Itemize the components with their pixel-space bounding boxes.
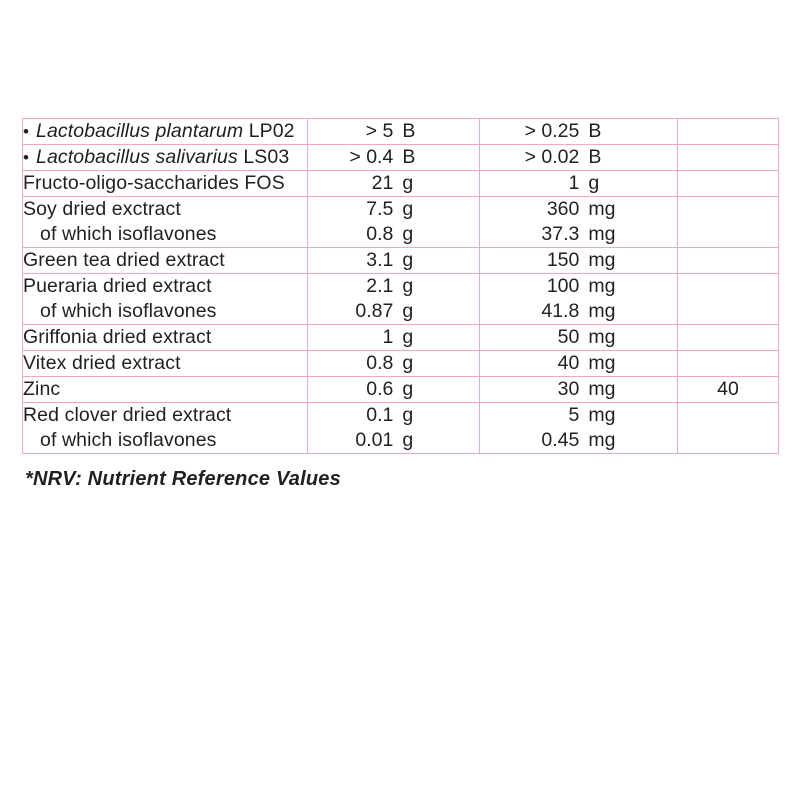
amount-unit: g [402, 172, 414, 194]
ingredient-strain-italic: Lactobacillus plantarum [36, 120, 244, 142]
ingredient-sublabel: of which isoflavones [40, 223, 217, 245]
nrv-cell [678, 248, 779, 274]
amount-primary-cell [308, 197, 480, 248]
amount-value: > 5 [365, 120, 394, 142]
ingredient-name-cell [23, 351, 308, 377]
amount-secondary-cell [480, 248, 678, 274]
ingredient-sublabel: of which isoflavones [40, 429, 217, 451]
amount-value: 21 [371, 172, 394, 194]
amount-value: 41.8 [541, 300, 580, 322]
ingredient-sublabel: of which isoflavones [40, 300, 217, 322]
amount-line [480, 428, 677, 453]
ingredient-label: Zinc [23, 378, 61, 400]
table-row [23, 325, 779, 351]
amount-line [308, 119, 479, 144]
amount-primary-cell [308, 377, 480, 403]
nrv-cell [678, 325, 779, 351]
amount-value: 7.5 [366, 198, 394, 220]
amount-value: 0.87 [355, 300, 394, 322]
ingredient-label: Griffonia dried extract [23, 326, 212, 348]
amount-secondary-cell [480, 274, 678, 325]
amount-unit: mg [588, 198, 616, 220]
amount-value: 0.1 [366, 404, 394, 426]
amount-line [480, 299, 677, 324]
ingredient-name-cell [23, 377, 308, 403]
amount-primary-cell [308, 145, 480, 171]
nrv-cell [678, 171, 779, 197]
amount-line [308, 428, 479, 453]
nrv-cell [678, 274, 779, 325]
amount-value: 0.45 [541, 429, 580, 451]
nrv-cell [678, 119, 779, 145]
amount-value: > 0.02 [524, 146, 580, 168]
amount-line [480, 403, 677, 428]
amount-line [480, 171, 677, 196]
amount-primary-cell [308, 403, 480, 454]
amount-value: 0.6 [366, 378, 394, 400]
amount-value: 360 [546, 198, 580, 220]
amount-unit: mg [588, 404, 616, 426]
ingredient-label: Green tea dried extract [23, 249, 225, 271]
bullet-icon: • [23, 122, 30, 141]
amount-secondary-cell [480, 197, 678, 248]
amount-line [308, 197, 479, 222]
amount-unit: mg [588, 352, 616, 374]
ingredient-label: Red clover dried extract [23, 404, 232, 426]
ingredient-label: Pueraria dried extract [23, 275, 212, 297]
table-row [23, 351, 779, 377]
amount-secondary-cell [480, 351, 678, 377]
amount-primary-cell [308, 248, 480, 274]
amount-unit: g [402, 300, 414, 322]
amount-unit: g [402, 429, 414, 451]
amount-line [480, 325, 677, 350]
nutrition-table [22, 118, 779, 454]
amount-value: 2.1 [366, 275, 394, 297]
amount-value: 5 [568, 404, 580, 426]
table-row [23, 274, 779, 325]
ingredient-name-cell [23, 197, 308, 248]
bullet-icon: • [23, 148, 30, 167]
amount-unit: g [402, 198, 414, 220]
ingredient-strain-italic: Lactobacillus salivarius [36, 146, 238, 168]
table-row [23, 248, 779, 274]
ingredient-strain-code: LS03 [237, 146, 290, 168]
ingredient-strain-code: LP02 [243, 120, 295, 142]
nrv-cell [678, 145, 779, 171]
table-row [23, 403, 779, 454]
amount-line [308, 325, 479, 350]
amount-secondary-cell [480, 377, 678, 403]
amount-value: 150 [546, 249, 580, 271]
table-row [23, 377, 779, 403]
ingredient-name-cell [23, 248, 308, 274]
table-row [23, 119, 779, 145]
amount-unit: B [402, 146, 416, 168]
ingredient-name-cell [23, 171, 308, 197]
ingredient-name-cell [23, 145, 308, 171]
amount-unit: mg [588, 275, 616, 297]
amount-value: > 0.25 [524, 120, 580, 142]
amount-line [308, 222, 479, 247]
amount-value: 100 [546, 275, 580, 297]
table-row [23, 197, 779, 248]
amount-unit: g [402, 223, 414, 245]
amount-secondary-cell [480, 171, 678, 197]
amount-unit: mg [588, 429, 616, 451]
amount-value: 40 [557, 352, 580, 374]
amount-secondary-cell [480, 145, 678, 171]
amount-unit: mg [588, 223, 616, 245]
nrv-footnote: *NRV: Nutrient Reference Values [25, 468, 341, 490]
ingredient-name-cell [23, 403, 308, 454]
amount-unit: mg [588, 249, 616, 271]
amount-value: 0.8 [366, 352, 394, 374]
amount-unit: g [402, 249, 414, 271]
amount-line [480, 197, 677, 222]
amount-unit: B [402, 120, 416, 142]
amount-value: 37.3 [541, 223, 580, 245]
amount-line [480, 119, 677, 144]
amount-value: 1 [382, 326, 394, 348]
amount-line [480, 248, 677, 273]
amount-unit: mg [588, 378, 616, 400]
amount-primary-cell [308, 274, 480, 325]
nrv-cell [678, 403, 779, 454]
amount-value: > 0.4 [349, 146, 394, 168]
amount-unit: g [402, 275, 414, 297]
amount-unit: g [402, 378, 414, 400]
nrv-cell: 40 [678, 377, 779, 403]
table-row [23, 145, 779, 171]
amount-value: 0.01 [355, 429, 394, 451]
ingredient-name-cell [23, 274, 308, 325]
ingredient-name-cell [23, 325, 308, 351]
amount-unit: B [588, 120, 602, 142]
amount-line [480, 351, 677, 376]
amount-line [480, 222, 677, 247]
amount-line [480, 377, 677, 402]
ingredient-label: Soy dried exctract [23, 198, 181, 220]
ingredient-label: Fructo-oligo-saccharides FOS [23, 172, 285, 194]
amount-primary-cell [308, 351, 480, 377]
table-row [23, 171, 779, 197]
nrv-cell [678, 351, 779, 377]
amount-unit: B [588, 146, 602, 168]
amount-primary-cell [308, 171, 480, 197]
amount-line [308, 377, 479, 402]
amount-unit: g [402, 352, 414, 374]
amount-line [308, 145, 479, 170]
amount-unit: mg [588, 326, 616, 348]
amount-line [480, 145, 677, 170]
amount-secondary-cell [480, 403, 678, 454]
amount-value: 0.8 [366, 223, 394, 245]
amount-line [308, 248, 479, 273]
amount-secondary-cell [480, 325, 678, 351]
nrv-cell [678, 197, 779, 248]
amount-line [308, 274, 479, 299]
amount-primary-cell [308, 119, 480, 145]
amount-unit: g [588, 172, 600, 194]
ingredient-name-cell [23, 119, 308, 145]
amount-unit: g [402, 326, 414, 348]
amount-value: 50 [557, 326, 580, 348]
amount-unit: mg [588, 300, 616, 322]
amount-value: 3.1 [366, 249, 394, 271]
amount-line [308, 403, 479, 428]
amount-line [308, 171, 479, 196]
amount-primary-cell [308, 325, 480, 351]
nutrition-table-body [23, 119, 779, 454]
amount-line [308, 299, 479, 324]
amount-secondary-cell [480, 119, 678, 145]
amount-unit: g [402, 404, 414, 426]
amount-line [480, 274, 677, 299]
amount-line [308, 351, 479, 376]
amount-value: 1 [568, 172, 580, 194]
ingredient-label: Vitex dried extract [23, 352, 181, 374]
amount-value: 30 [557, 378, 580, 400]
